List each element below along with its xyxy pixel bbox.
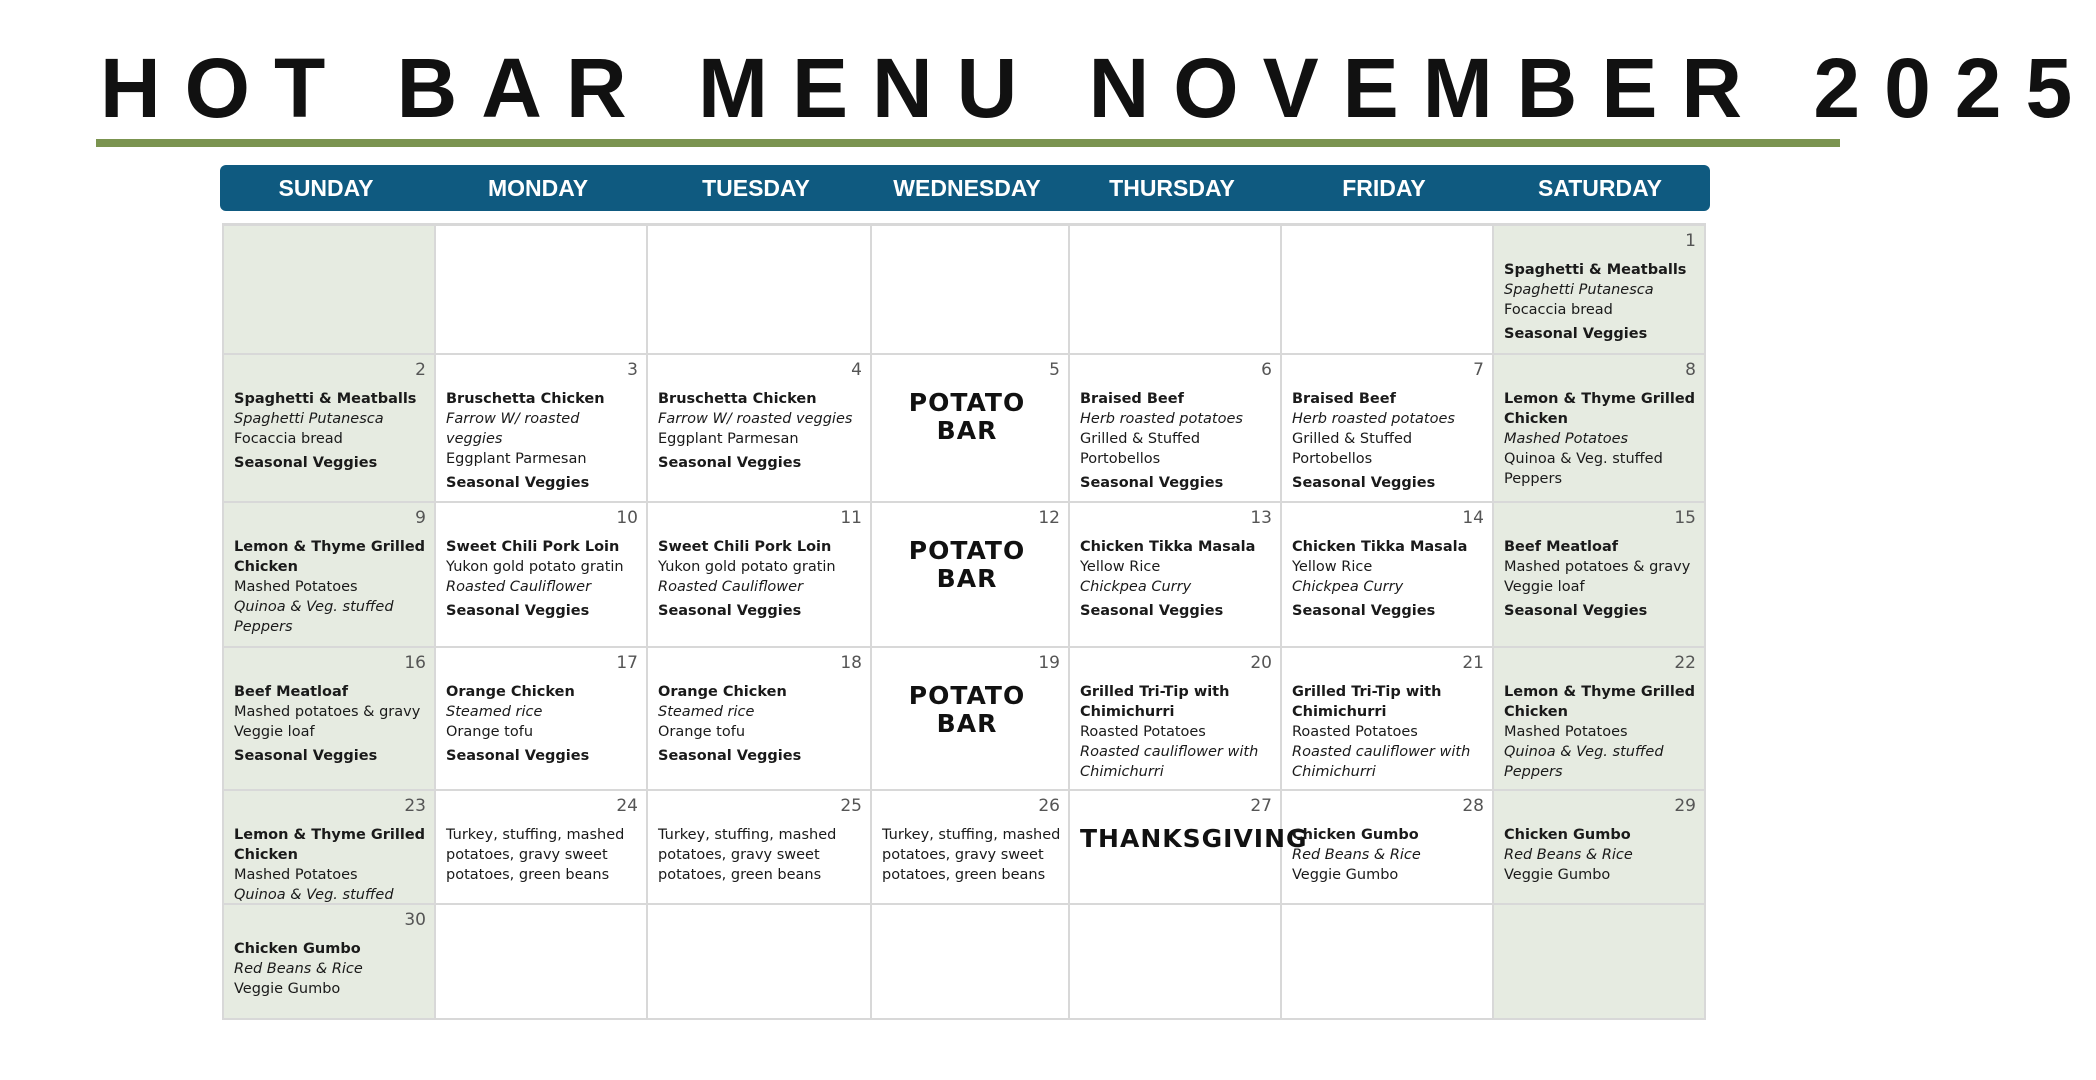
empty-day-cell [1282, 226, 1494, 355]
day-cell-10 [436, 503, 648, 648]
day-cell-4 [648, 355, 872, 503]
day-number: 6 [1261, 360, 1272, 380]
menu-item: Veggie Gumbo [1292, 867, 1399, 883]
menu-item: Roasted Potatoes [1080, 724, 1206, 740]
day-number: 23 [404, 796, 426, 816]
menu-item: Orange Chicken [446, 684, 575, 700]
menu-item: Lemon & Thyme Grilled Chicken [234, 827, 426, 863]
weekday-thursday: THURSDAY [1109, 174, 1235, 201]
menu-item: Seasonal Veggies [234, 455, 378, 471]
menu-item: Seasonal Veggies [1504, 326, 1648, 342]
menu-item: Orange Chicken [658, 684, 787, 700]
day-number: 1 [1685, 231, 1696, 251]
day-number: 22 [1674, 653, 1696, 673]
day-number: 7 [1473, 360, 1484, 380]
menu-item: Yellow Rice [1292, 559, 1373, 575]
menu-item: Mashed Potatoes [1504, 431, 1629, 447]
page-title: HOT BAR MENU NOVEMBER 2025 [100, 41, 2096, 135]
menu-item: Spaghetti Putanesca [1504, 282, 1654, 298]
menu-item: Focaccia bread [234, 431, 343, 447]
day-number: 15 [1674, 508, 1696, 528]
day-number: 29 [1674, 796, 1696, 816]
day-number: 9 [415, 508, 426, 528]
calendar-grid [222, 223, 1706, 1020]
day-number: 27 [1250, 796, 1272, 816]
special-event-label: POTATO BAR [908, 681, 1026, 738]
menu-item: Roasted cauliflower with Chimichurri [1292, 744, 1471, 780]
day-cell-8 [1494, 355, 1706, 503]
menu-item: Mashed Potatoes [1504, 724, 1628, 740]
special-event-label: THANKSGIVING [1080, 824, 1308, 853]
weekday-header [220, 165, 1710, 211]
weekday-friday: FRIDAY [1342, 174, 1426, 201]
menu-item: Turkey, stuffing, mashed potatoes, gravy sweet potatoes, green beans [658, 827, 837, 883]
menu-item: Quinoa & Veg. stuffed Peppers [1504, 451, 1663, 487]
empty-day-cell [648, 905, 872, 1020]
day-cell-13 [1070, 503, 1282, 648]
day-cell-22 [1494, 648, 1706, 791]
menu-item: Chicken Gumbo [1292, 827, 1419, 843]
day-cell-28 [1282, 791, 1494, 905]
menu-item: Mashed Potatoes [234, 579, 358, 595]
menu-item: Farrow W/ roasted veggies [658, 411, 853, 427]
menu-item: Herb roasted potatoes [1292, 411, 1455, 427]
menu-item: Herb roasted potatoes [1080, 411, 1243, 427]
menu-item: Chickpea Curry [1080, 579, 1192, 595]
menu-item: Steamed rice [446, 704, 543, 720]
day-number: 17 [616, 653, 638, 673]
menu-item: Chickpea Curry [1292, 579, 1404, 595]
day-cell-18 [648, 648, 872, 791]
menu-item: Chicken Gumbo [1504, 827, 1631, 843]
menu-item: Grilled Tri-Tip with Chimichurri [1292, 684, 1442, 720]
menu-item: Mashed potatoes & gravy [234, 704, 421, 720]
menu-item: Spaghetti & Meatballs [1504, 262, 1687, 278]
weekday-sunday: SUNDAY [278, 174, 374, 201]
day-cell-30 [224, 905, 436, 1020]
day-number: 16 [404, 653, 426, 673]
weekday-tuesday: TUESDAY [702, 174, 810, 201]
menu-item: Roasted Cauliflower [446, 579, 592, 595]
day-cell-6 [1070, 355, 1282, 503]
menu-item: Roasted cauliflower with Chimichurri [1080, 744, 1259, 780]
menu-item: Farrow W/ roasted veggies [446, 411, 580, 447]
day-cell-12 [872, 503, 1070, 648]
day-cell-25 [648, 791, 872, 905]
day-cell-29 [1494, 791, 1706, 905]
menu-item: Grilled & Stuffed Portobellos [1080, 431, 1201, 467]
day-cell-16 [224, 648, 436, 791]
day-number: 28 [1462, 796, 1484, 816]
day-cell-5 [872, 355, 1070, 503]
menu-item: Eggplant Parmesan [446, 451, 587, 467]
day-number: 13 [1250, 508, 1272, 528]
day-number: 19 [1038, 653, 1060, 673]
day-cell-23 [224, 791, 436, 905]
day-cell-14 [1282, 503, 1494, 648]
menu-item: Red Beans & Rice [1504, 847, 1633, 863]
menu-item: Yukon gold potato gratin [446, 559, 624, 575]
menu-item: Red Beans & Rice [1292, 847, 1421, 863]
day-cell-19 [872, 648, 1070, 791]
menu-item: Sweet Chili Pork Loin [446, 539, 620, 555]
menu-item: Orange tofu [446, 724, 534, 740]
menu-item: Yukon gold potato gratin [658, 559, 836, 575]
menu-item: Focaccia bread [1504, 302, 1613, 318]
day-cell-11 [648, 503, 872, 648]
menu-item: Steamed rice [658, 704, 755, 720]
menu-item: Beef Meatloaf [234, 684, 349, 700]
day-cell-2 [224, 355, 436, 503]
special-event-label: POTATO BAR [908, 388, 1026, 445]
day-number: 18 [840, 653, 862, 673]
menu-item: Seasonal Veggies [658, 603, 802, 619]
menu-item: Roasted Potatoes [1292, 724, 1418, 740]
weekday-monday: MONDAY [487, 174, 589, 201]
day-cell-21 [1282, 648, 1494, 791]
menu-item: Beef Meatloaf [1504, 539, 1619, 555]
menu-item: Sweet Chili Pork Loin [658, 539, 832, 555]
day-number: 14 [1462, 508, 1484, 528]
day-number: 24 [616, 796, 638, 816]
day-cell-7 [1282, 355, 1494, 503]
menu-item: Lemon & Thyme Grilled Chicken [1504, 684, 1696, 720]
menu-item: Seasonal Veggies [1080, 603, 1224, 619]
day-number: 12 [1038, 508, 1060, 528]
menu-item: Seasonal Veggies [1292, 603, 1436, 619]
menu-item: Turkey, stuffing, mashed potatoes, gravy sweet potatoes, green beans [882, 827, 1061, 883]
day-cell-17 [436, 648, 648, 791]
menu-item: Quinoa & Veg. stuffed Peppers [1504, 744, 1664, 780]
menu-item: Braised Beef [1292, 391, 1396, 407]
day-cell-27 [1070, 791, 1308, 905]
day-cell-15 [1494, 503, 1706, 648]
day-number: 11 [840, 508, 862, 528]
day-cell-3 [436, 355, 648, 503]
menu-item: Chicken Gumbo [234, 941, 361, 957]
menu-item: Veggie Gumbo [1504, 867, 1611, 883]
day-number: 10 [616, 508, 638, 528]
day-number: 2 [415, 360, 426, 380]
empty-day-cell [436, 226, 648, 355]
menu-item: Red Beans & Rice [234, 961, 363, 977]
menu-item: Roasted Cauliflower [658, 579, 804, 595]
day-number: 5 [1049, 360, 1060, 380]
empty-day-cell [872, 226, 1070, 355]
day-number: 26 [1038, 796, 1060, 816]
menu-item: Chicken Tikka Masala [1292, 539, 1468, 555]
menu-item: Lemon & Thyme Grilled Chicken [1504, 391, 1696, 427]
day-number: 30 [404, 910, 426, 930]
menu-item: Orange tofu [658, 724, 746, 740]
special-event-label: POTATO BAR [908, 536, 1026, 593]
menu-item: Spaghetti Putanesca [234, 411, 384, 427]
day-cell-9 [224, 503, 436, 648]
day-cell-26 [872, 791, 1070, 905]
empty-day-cell [872, 905, 1070, 1020]
weekday-saturday: SATURDAY [1538, 174, 1662, 201]
day-number: 21 [1462, 653, 1484, 673]
weekday-wednesday: WEDNESDAY [893, 174, 1041, 201]
menu-item: Seasonal Veggies [1504, 603, 1648, 619]
menu-item: Seasonal Veggies [446, 748, 590, 764]
menu-item: Yellow Rice [1080, 559, 1161, 575]
menu-item: Seasonal Veggies [658, 455, 802, 471]
menu-item: Seasonal Veggies [234, 748, 378, 764]
menu-item: Chicken Tikka Masala [1080, 539, 1256, 555]
menu-item: Seasonal Veggies [446, 603, 590, 619]
empty-day-cell [1070, 226, 1282, 355]
day-cell-1 [1494, 226, 1706, 355]
day-cell-24 [436, 791, 648, 905]
empty-day-cell [1494, 905, 1706, 1020]
empty-day-cell [436, 905, 648, 1020]
title-divider [96, 139, 1840, 147]
menu-item: Braised Beef [1080, 391, 1184, 407]
day-number: 25 [840, 796, 862, 816]
empty-day-cell [1282, 905, 1494, 1020]
menu-item: Veggie Gumbo [234, 981, 341, 997]
menu-item: Grilled & Stuffed Portobellos [1292, 431, 1413, 467]
day-number: 4 [851, 360, 862, 380]
menu-item: Seasonal Veggies [1080, 475, 1224, 491]
day-number: 20 [1250, 653, 1272, 673]
menu-item: Veggie loaf [1504, 579, 1585, 595]
menu-item: Mashed potatoes & gravy [1504, 559, 1691, 575]
menu-item: Seasonal Veggies [658, 748, 802, 764]
menu-item: Mashed Potatoes [234, 867, 358, 883]
menu-item: Grilled Tri-Tip with Chimichurri [1080, 684, 1230, 720]
empty-day-cell [648, 226, 872, 355]
empty-day-cell [224, 226, 436, 355]
menu-item: Quinoa & Veg. stuffed Peppers [234, 599, 394, 635]
day-number: 8 [1685, 360, 1696, 380]
menu-item: Seasonal Veggies [1292, 475, 1436, 491]
menu-item: Quinoa & Veg. stuffed [234, 887, 394, 903]
day-cell-20 [1070, 648, 1282, 791]
menu-item: Turkey, stuffing, mashed potatoes, gravy sweet potatoes, green beans [446, 827, 625, 883]
menu-item: Bruschetta Chicken [658, 391, 817, 407]
empty-day-cell [1070, 905, 1282, 1020]
menu-item: Veggie loaf [234, 724, 315, 740]
menu-item: Bruschetta Chicken [446, 391, 605, 407]
menu-item: Lemon & Thyme Grilled Chicken [234, 539, 426, 575]
day-number: 3 [627, 360, 638, 380]
menu-item: Eggplant Parmesan [658, 431, 799, 447]
menu-item: Seasonal Veggies [446, 475, 590, 491]
menu-item: Spaghetti & Meatballs [234, 391, 417, 407]
